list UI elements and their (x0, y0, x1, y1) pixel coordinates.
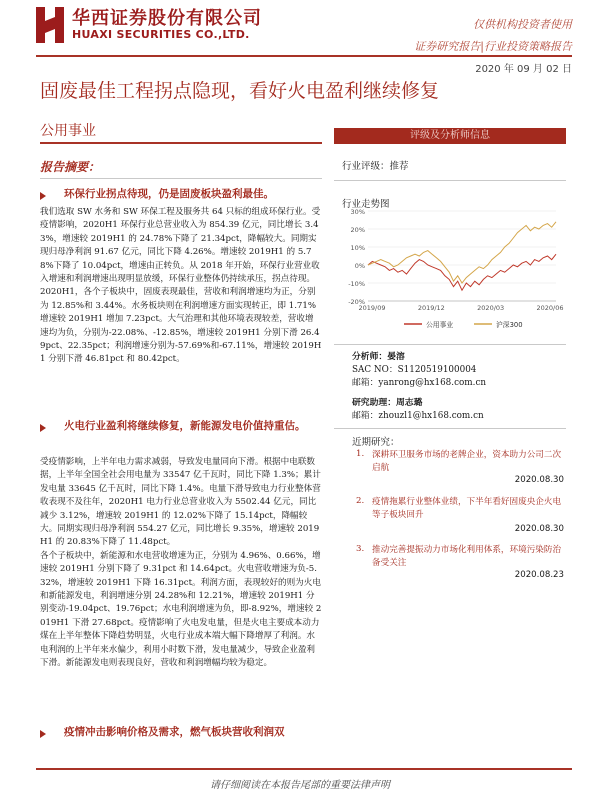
legend-label: 沪深300 (496, 321, 523, 329)
section-heading-1: 环保行业拐点待现，仍是固废板块盈利最佳。 (64, 188, 274, 200)
section-body-1 (40, 206, 322, 367)
bullet-icon (40, 190, 50, 200)
report-type: 证券研究报告|行业投资策略报告 (414, 40, 572, 53)
related-date: 2020.08.23 (514, 570, 564, 580)
sector-label: 公用事业 (40, 123, 96, 139)
y-tick-label: 0% (354, 262, 365, 270)
sidebar-header: 评级及分析师信息 (334, 128, 566, 144)
sector-divider (40, 142, 322, 144)
related-date: 2020.08.30 (514, 524, 564, 534)
footer-disclaimer: 请仔细阅读在本报告尾部的重要法律声明 (210, 780, 390, 791)
report-title: 固废最佳工程拐点隐现，看好火电盈利继续修复 (40, 80, 440, 102)
series-line-1 (368, 254, 556, 290)
bullet-icon (40, 728, 50, 738)
series-line-2 (368, 222, 556, 283)
huaxi-logo-icon (36, 7, 64, 43)
paragraph: 受疫情影响，上半年电力需求减弱，导致发电量同向下滑。根据中电联数据，上半年全国全社会用电量为 33547 亿千瓦时，同比下降 1.3%；累计发电量 33645 亿千瓦时，同比下降 1.4%。电量下滑导致电力行业整体营收表现不及往年，2020H1 电力行业总营业收入为 5502.44 亿元，同比减少 3.12%，增速较 2019H1 的 12.02%下降了 15.14pct，降幅较大。同期实现归母净利润 554.27 亿元，同比增长 9.35%，增速较 2019H1 的 20.83%下降了 11.48pct。 (40, 457, 321, 548)
related-num: 2. (356, 496, 365, 506)
paragraph: 我们选取 SW 水务和 SW 环保工程及服务共 64 只标的组成环保行业。受疫情影响，2020H1 环保行业总营业收入为 854.39 亿元，同比增长 3.43%，增速较 2019H1 的 24.78%下降了 21.34pct，降幅较大。同期实现归母净利润 91.67 亿元，同比下降 4.26%。增速较 2019H1 的 5.78%下降了 10.04pct，增速由正转负。从 2018 年开始，环保行业营业收入增速和利润增速出现明显放缓，环保行业整体仍持续承压，拐点待现。 (40, 207, 321, 285)
related-item-2[interactable]: 疫情拖累行业整体业绩，下半年看好固废央企火电等子板块回升 (372, 497, 562, 520)
x-tick-label: 2019/09 (358, 304, 386, 312)
company-name-cn: 华西证券股份有限公司 (72, 8, 262, 29)
related-item-1[interactable]: 深耕环卫服务市场的老牌企业，资本助力公司二次启航 (372, 450, 562, 473)
x-tick-label: 2019/12 (417, 304, 445, 312)
related-date: 2020.08.30 (514, 475, 564, 485)
y-tick-label: 10% (350, 244, 365, 252)
report-date: 2020 年 09 月 02 日 (475, 64, 572, 75)
related-item-3[interactable]: 推动完善提振动力市场化利用体系，环境污染防治备受关注 (372, 545, 562, 568)
y-tick-label: 20% (350, 226, 365, 234)
sidebar-divider (334, 428, 566, 429)
assistant-name: 研究助理：周志璐 (352, 398, 423, 408)
bullet-icon (40, 422, 50, 432)
summary-label: 报告摘要： (40, 160, 101, 174)
y-tick-label: 30% (350, 208, 365, 216)
assistant-email[interactable]: 邮箱：zhouzl1@hx168.com.cn (352, 411, 484, 421)
summary-divider (40, 178, 322, 179)
company-name-en: HUAXI SECURITIES CO.,LTD. (72, 28, 250, 41)
industry-rating: 行业评级：推荐 (342, 161, 409, 172)
analyst-name: 分析师：晏溶 (352, 352, 405, 362)
legend-label: 公用事业 (426, 321, 454, 329)
paragraph: 各个子板块中，新能源和水电营收增速为正，分别为 4.96%、0.66%，增速较 2019H1 分别下降了 9.31pct 和 14.64pct。火电营收增速为负-5.32%，增速较 2019H1 下降 16.31pct。利润方面，表现较好的则为火电和新能源发电，利润增速分别 24.28%和 12.21%，增速较 2019H1 分别变动-19.04pct、19.76pct；水电利润增速为负，即-8.92%，增速较 2019H1 下滑 27.68pct。疫情影响了火电发电量，但是火电主要成本动力煤在上半年整体下降趋势明显，火电行业成本端大幅下降增厚了利润。水电利润的上半年来水偏少，利用小时数下滑，发电量减少，导致企业盈利下滑。新能源发电则表现良好，营收和利润增幅均较为稳定。 (40, 550, 322, 669)
related-research-label: 近期研究： (352, 437, 400, 448)
sidebar-divider (334, 180, 566, 181)
related-num: 3. (356, 544, 365, 554)
industry-trend-chart (334, 205, 566, 340)
footer-divider (36, 768, 572, 770)
section-heading-2: 火电行业盈利将继续修复，新能源发电价值持重估。 (64, 420, 306, 432)
paragraph: 2020H1，各个子板块中，固废表现最佳，营收和利润增速均为正，分别为 12.85%和 3.44%。水务板块则在利润增速方面实现转正，即 1.71%增速较 2019H1 增加 7.23pct。大气治理和其他环境表现较差，营收增速均为负，分别为-22.08%、-12.85%，增速较 2019H1 分别下滑 26.49pct、22.35pct；利润增速分别为-57.69%和-67.11%，增速较 2019H1 分别下滑 46.81pct 和 80.42pct。 (40, 287, 322, 365)
y-tick-label: -20% (348, 298, 365, 306)
audience-note: 仅供机构投资者使用 (473, 18, 572, 31)
section-body-2 (40, 456, 322, 671)
analyst-email[interactable]: 邮箱：yanrong@hx168.com.cn (352, 378, 487, 388)
analyst-sac: SAC NO：S1120519100004 (352, 365, 477, 375)
x-tick-label: 2020/03 (477, 304, 505, 312)
x-tick-label: 2020/06 (536, 304, 564, 312)
y-tick-label: -10% (348, 280, 365, 288)
section-heading-3: 疫情冲击影响价格及需求，燃气板块营收利润双 (64, 726, 285, 738)
trend-chart-label: 行业走势图 (342, 199, 390, 210)
related-num: 1. (356, 449, 365, 459)
header-divider (36, 55, 572, 57)
sidebar-divider (334, 344, 566, 345)
